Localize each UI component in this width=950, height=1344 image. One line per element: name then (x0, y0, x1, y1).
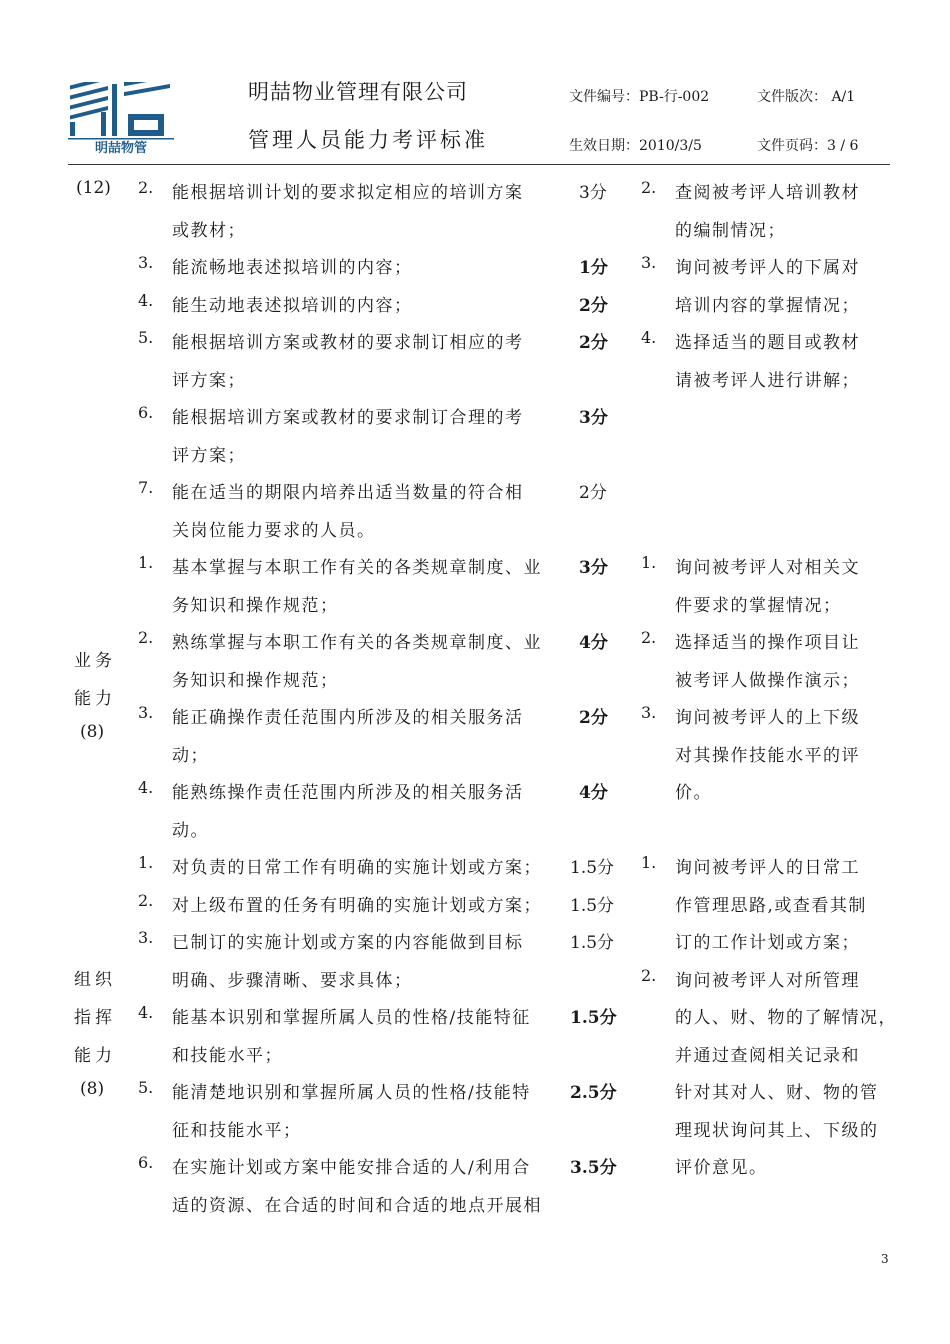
method-number: 3. (641, 703, 657, 722)
document-title: 管理人员能力考评标准 (248, 128, 488, 152)
criterion-text: 征和技能水平； (172, 1121, 302, 1141)
company-name: 明喆物业管理有限公司 (248, 80, 468, 104)
criterion-text: 能基本识别和掌握所属人员的性格∕技能特征 (172, 1008, 531, 1028)
method-text: 询问被考评人的日常工 (675, 858, 860, 878)
criterion-score: 1.5分 (570, 896, 615, 916)
criterion-text: 能生动地表述拟培训的内容； (172, 296, 413, 316)
criterion-text: 关岗位能力要求的人员。 (172, 521, 376, 541)
method-number: 2. (641, 966, 657, 985)
category-org-line3: 能力 (74, 1046, 116, 1066)
criterion-text: 务知识和操作规范； (172, 671, 339, 691)
criterion-score: 2分 (579, 333, 608, 353)
file-version: 文件版次： A/1 (757, 89, 856, 105)
criterion-text: 熟练掌握与本职工作有关的各类规章制度、业 (172, 633, 542, 653)
criterion-text: 基本掌握与本职工作有关的各类规章制度、业 (172, 558, 542, 578)
criterion-number: 5. (138, 328, 154, 347)
criterion-text: 能熟练操作责任范围内所涉及的相关服务活 (172, 783, 524, 803)
category-org-line2: 指挥 (74, 1008, 116, 1028)
method-text: 选择适当的操作项目让 (675, 633, 860, 653)
method-text: 培训内容的掌握情况； (675, 296, 860, 316)
category-org-count: (8) (80, 1079, 105, 1099)
criterion-score: 3分 (579, 408, 608, 428)
criterion-number: 2. (138, 178, 154, 197)
criterion-number: 1. (138, 853, 154, 872)
method-number: 2. (641, 628, 657, 647)
category-count-training: (12) (76, 178, 111, 198)
criterion-number: 2. (138, 891, 154, 910)
criterion-text: 对上级布置的任务有明确的实施计划或方案； (172, 896, 542, 916)
criterion-number: 1. (138, 553, 154, 572)
criterion-score: 2.5分 (570, 1083, 617, 1103)
method-text: 询问被考评人对所管理 (675, 971, 860, 991)
effective-date: 生效日期：2010/3/5 (569, 138, 702, 154)
criterion-text: 或教材； (172, 221, 246, 241)
criterion-score: 3.5分 (570, 1158, 617, 1178)
criterion-number: 2. (138, 628, 154, 647)
method-number: 2. (641, 178, 657, 197)
category-business-count: (8) (80, 722, 105, 742)
company-logo (68, 82, 174, 154)
method-text: 并通过查阅相关记录和 (675, 1046, 860, 1066)
criterion-score: 2分 (579, 708, 608, 728)
criterion-text: 明确、步骤清晰、要求具体； (172, 971, 413, 991)
criterion-text: 务知识和操作规范； (172, 596, 339, 616)
method-number: 1. (641, 553, 657, 572)
criterion-text: 和技能水平； (172, 1046, 283, 1066)
criterion-text: 动； (172, 746, 209, 766)
page-code: 文件页码：3 / 6 (757, 138, 859, 154)
criterion-score: 4分 (579, 783, 608, 803)
criterion-text: 对负责的日常工作有明确的实施计划或方案； (172, 858, 542, 878)
criterion-text: 能清楚地识别和掌握所属人员的性格∕技能特 (172, 1083, 531, 1103)
criterion-text: 在实施计划或方案中能安排合适的人∕利用合 (172, 1158, 531, 1178)
method-text: 针对其对人、财、物的管 (675, 1083, 879, 1103)
criterion-number: 4. (138, 1003, 154, 1022)
category-org-line1: 组织 (74, 970, 116, 990)
criterion-text: 能根据培训方案或教材的要求制订相应的考 (172, 333, 524, 353)
method-text: 订的工作计划或方案； (675, 933, 860, 953)
criterion-number: 4. (138, 291, 154, 310)
method-text: 作管理思路,或查看其制 (675, 896, 867, 916)
criterion-number: 3. (138, 253, 154, 272)
method-text: 请被考评人进行讲解； (675, 371, 860, 391)
criterion-score: 1.5分 (570, 858, 615, 878)
criterion-text: 能流畅地表述拟培训的内容； (172, 258, 413, 278)
method-number: 4. (641, 328, 657, 347)
method-text: 价。 (675, 783, 712, 803)
criterion-text: 评方案； (172, 446, 246, 466)
criterion-text: 能根据培训方案或教材的要求制订合理的考 (172, 408, 524, 428)
method-text: 被考评人做操作演示； (675, 671, 860, 691)
criterion-text: 能根据培训计划的要求拟定相应的培训方案 (172, 183, 524, 203)
criterion-number: 6. (138, 403, 154, 422)
method-text: 的编制情况； (675, 221, 786, 241)
criterion-score: 2分 (579, 296, 608, 316)
criterion-text: 能在适当的期限内培养出适当数量的符合相 (172, 483, 524, 503)
criterion-score: 1.5分 (570, 933, 615, 953)
method-text: 选择适当的题目或教材 (675, 333, 860, 353)
criterion-score: 3分 (579, 183, 607, 203)
criterion-text: 动。 (172, 821, 209, 841)
method-text: 理现状询问其上、下级的 (675, 1121, 879, 1141)
method-text: 评价意见。 (675, 1158, 768, 1178)
criterion-number: 4. (138, 778, 154, 797)
method-text: 询问被考评人的上下级 (675, 708, 860, 728)
criterion-number: 3. (138, 928, 154, 947)
category-business-line1: 业务 (74, 651, 116, 671)
criterion-score: 4分 (579, 633, 608, 653)
criterion-number: 7. (138, 478, 154, 497)
logo-text: 明喆物管 (94, 141, 148, 154)
page-number: 3 (881, 1252, 889, 1266)
method-text: 查阅被考评人培训教材 (675, 183, 860, 203)
file-number: 文件编号：PB-行-002 (569, 89, 710, 105)
category-business-line2: 能力 (74, 689, 116, 709)
header-divider (68, 164, 890, 165)
method-text: 对其操作技能水平的评 (675, 746, 860, 766)
criterion-score: 3分 (579, 558, 608, 578)
method-text: 的人、财、物的了解情况， (675, 1008, 897, 1028)
criterion-score: 1分 (579, 258, 608, 278)
criterion-text: 已制订的实施计划或方案的内容能做到目标 (172, 933, 524, 953)
method-text: 件要求的掌握情况； (675, 596, 842, 616)
method-number: 1. (641, 853, 657, 872)
method-text: 询问被考评人对相关文 (675, 558, 860, 578)
criterion-score: 1.5分 (570, 1008, 617, 1028)
criterion-number: 3. (138, 703, 154, 722)
criterion-score: 2分 (579, 483, 607, 503)
criterion-number: 6. (138, 1153, 154, 1172)
method-number: 3. (641, 253, 657, 272)
criterion-text: 能正确操作责任范围内所涉及的相关服务活 (172, 708, 524, 728)
criterion-text: 评方案； (172, 371, 246, 391)
method-text: 询问被考评人的下属对 (675, 258, 860, 278)
criterion-number: 5. (138, 1078, 154, 1097)
criterion-text: 适的资源、在合适的时间和合适的地点开展相 (172, 1196, 542, 1216)
